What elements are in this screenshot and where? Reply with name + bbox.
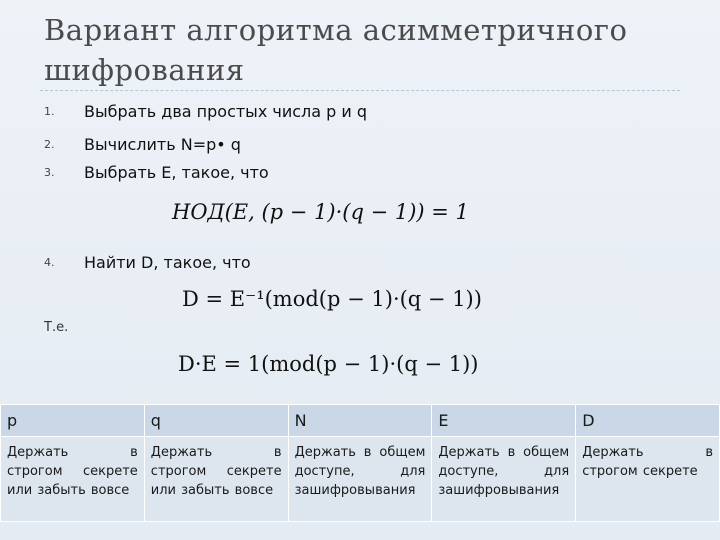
step-text: Выбрать E, такое, что	[84, 163, 269, 182]
cell-e: Держать в общем доступе, для зашифровывания	[432, 437, 576, 522]
header-p: p	[1, 405, 145, 437]
formula-de: D·E = 1(mod(p − 1)·(q − 1))	[178, 352, 479, 376]
cell-n: Держать в общем доступе, для зашифровывания	[288, 437, 432, 522]
step-text: Выбрать два простых числа p и q	[84, 102, 368, 121]
step-number: 2.	[44, 138, 55, 151]
step-number: 1.	[44, 105, 55, 118]
formula-d: D = E⁻¹(mod(p − 1)·(q − 1))	[182, 287, 482, 311]
header-n: N	[288, 405, 432, 437]
table-row	[1, 437, 720, 522]
key-table	[0, 404, 720, 522]
step-text: Найти D, такое, что	[84, 253, 251, 272]
step-text: Вычислить N=p• q	[84, 135, 241, 154]
cell-d: Держать в строгом секрете	[576, 437, 720, 522]
header-q: q	[144, 405, 288, 437]
note-ie: Т.е.	[44, 320, 69, 335]
cell-p: Держать в строгом секрете или забыть вовсе	[1, 437, 145, 522]
header-d: D	[576, 405, 720, 437]
slide-title: Вариант алгоритма асимметричного шифрования	[44, 13, 628, 87]
header-e: E	[432, 405, 576, 437]
step-number: 3.	[44, 166, 55, 179]
step-number: 4.	[44, 256, 55, 269]
formula-gcd: НОД(E, (p − 1)·(q − 1)) = 1	[172, 200, 469, 224]
cell-q: Держать в строгом секрете или забыть вовсе	[144, 437, 288, 522]
title-divider	[40, 90, 680, 91]
table-header-row	[1, 405, 720, 437]
